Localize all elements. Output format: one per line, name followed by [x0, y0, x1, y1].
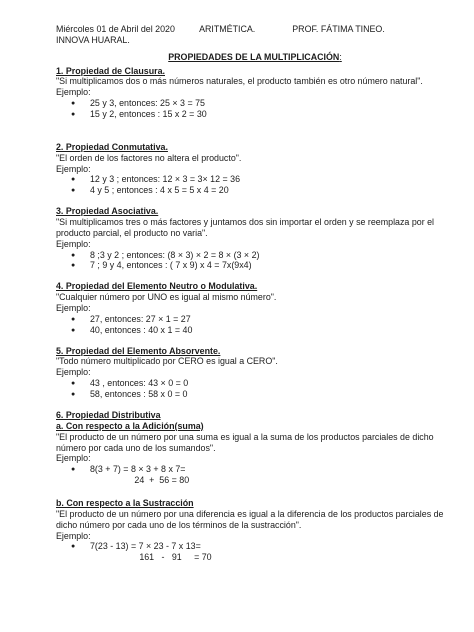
section-2-examples: [56, 174, 454, 196]
section-1-title-text: 1. Propiedad de Clausura.: [56, 65, 165, 76]
section-6-title-text: 6. Propiedad Distributiva: [56, 409, 161, 420]
list-item: ● 7(23 - 13) = 7 × 23 - 7 x 13=: [56, 541, 454, 552]
section-1-text: "Si multiplicamos dos o más números naturales, el producto también es otro número natural".: [56, 76, 423, 87]
section-3-examples: [56, 250, 454, 272]
list-item: ● 40, entonces : 40 x 1 = 40: [56, 325, 454, 336]
header-line-1: Miércoles 01 de Abril del 2020 ARITMÉTICA. PROF. FÁTIMA TINEO.: [56, 24, 385, 34]
section-6a-example-label: Ejemplo:: [56, 453, 91, 464]
section-6b-text: "El producto de un número por una diferencia es igual a la diferencia de los productos parciales de dicho número por cada uno de los términos de la sustracción".: [56, 508, 444, 530]
list-item: ● 15 y 2, entonces : 15 x 2 = 30: [56, 109, 454, 120]
section-6b-example-label: Ejemplo:: [56, 530, 91, 541]
section-2-title-text: 2. Propiedad Conmutativa.: [56, 141, 168, 152]
section-6b-title-text: b. Con respecto a la Sustracción: [56, 497, 194, 508]
page-title: [56, 52, 454, 63]
header-line-2: INNOVA HUARAL.: [56, 34, 130, 45]
section-4-title-text: 4. Propiedad del Elemento Neutro o Modulativa.: [56, 281, 258, 292]
section-1-title: [56, 66, 454, 77]
list-item: ● 7 ; 9 y 4, entonces : ( 7 x 9) x 4 = 7x(9x4): [56, 260, 454, 271]
list-item: ● 8(3 + 7) = 8 × 3 + 8 x 7=: [56, 464, 454, 475]
list-item: ● 58, entonces : 58 x 0 = 0: [56, 389, 454, 400]
list-item: ● 43 , entonces: 43 × 0 = 0: [56, 378, 454, 389]
section-6-title: [56, 410, 454, 421]
section-1-example-label: Ejemplo:: [56, 87, 91, 98]
section-6b-examples: [56, 541, 454, 552]
section-2-text: "El orden de los factores no altera el producto".: [56, 152, 242, 163]
section-2-example-label: Ejemplo:: [56, 163, 91, 174]
section-6a-examples: [56, 464, 454, 475]
section-4-example-label: Ejemplo:: [56, 303, 91, 314]
section-6b-calc: 161 - 91 = 70: [90, 552, 212, 563]
section-5-examples: [56, 378, 454, 400]
section-5-title-text: 5. Propiedad del Elemento Absorvente.: [56, 345, 221, 356]
section-3-title-text: 3. Propiedad Asociativa.: [56, 206, 159, 217]
section-6a-title-text: a. Con respecto a la Adición(suma): [56, 420, 204, 431]
section-6b-title: [56, 498, 454, 509]
section-6a-calc: 24 + 56 = 80: [90, 475, 190, 486]
list-item: ● 4 y 5 ; entonces : 4 x 5 = 5 x 4 = 20: [56, 185, 454, 196]
section-3-example-label: Ejemplo:: [56, 238, 91, 249]
page-title-text: PROPIEDADES DE LA MULTIPLICACIÓN: [168, 51, 340, 62]
list-item: ● 27, entonces: 27 × 1 = 27: [56, 314, 454, 325]
list-item: ● 8 ;3 y 2 ; entonces: (8 × 3) × 2 = 8 × (3 × 2): [56, 250, 454, 261]
section-5-text: "Todo número multiplicado por CERO es igual a CERO".: [56, 356, 278, 367]
section-6a-text: "El producto de un número por una suma es igual a la suma de los productos parciales de dicho número por cada uno de los sumandos".: [56, 431, 434, 453]
section-6a-title: [56, 421, 454, 432]
section-3-text: "Si multiplicamos tres o más factores y juntamos dos sin importar el orden y se reemplaza por el producto parcial, el producto no varia".: [56, 217, 435, 238]
list-item: ● 12 y 3 ; entonces: 12 × 3 = 3× 12 = 36: [56, 174, 454, 185]
section-4-text: "Cualquier número por UNO es igual al mismo número".: [56, 292, 277, 303]
section-1-examples: [56, 98, 454, 120]
page-title-colon: :: [339, 51, 342, 62]
section-2-title: [56, 142, 454, 153]
section-4-title: [56, 281, 454, 292]
section-3-title: [56, 206, 454, 217]
list-item: ● 25 y 3, entonces: 25 × 3 = 75: [56, 98, 454, 109]
section-4-examples: [56, 314, 454, 336]
section-5-title: [56, 346, 454, 357]
section-5-example-label: Ejemplo:: [56, 367, 91, 378]
